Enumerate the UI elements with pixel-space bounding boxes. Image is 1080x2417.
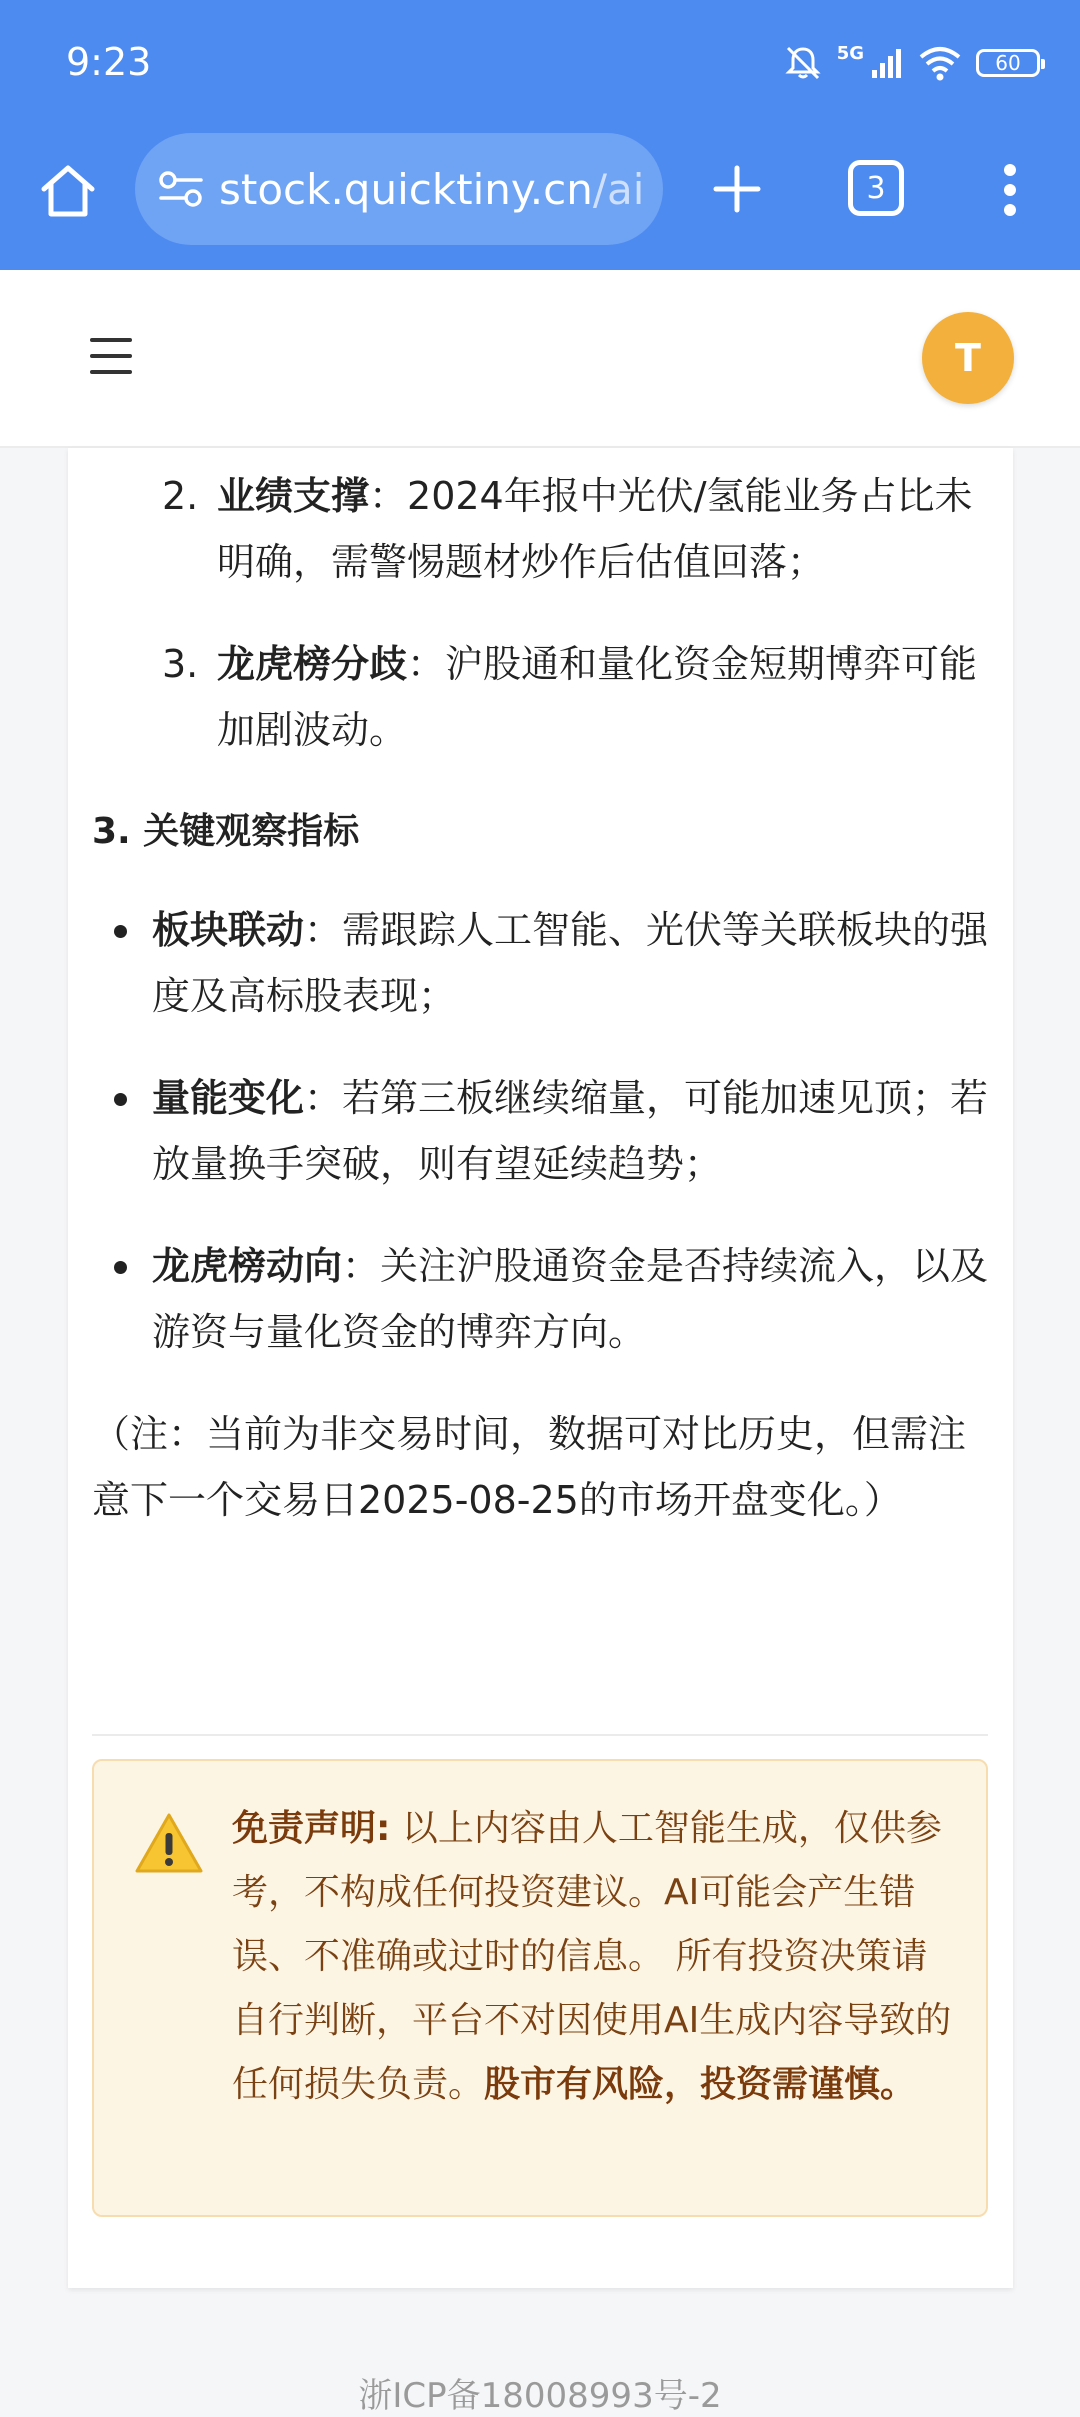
- risk-list: [92, 448, 992, 763]
- url-text[interactable]: [219, 165, 644, 214]
- more-vert-icon: [1000, 162, 1020, 218]
- tab-switcher-button[interactable]: 3: [848, 160, 904, 216]
- section-title: 3. 关键观察指标: [92, 811, 360, 852]
- avatar[interactable]: T: [922, 312, 1014, 404]
- trading-note: （注：当前为非交易时间，数据可对比历史，但需注意下一个交易日2025-08-25的市场开盘变化。）: [92, 1412, 967, 1522]
- home-icon: [39, 163, 97, 219]
- item-title: 龙虎榜动向: [152, 1244, 343, 1288]
- url-path: /ai: [592, 164, 645, 214]
- signal-icon: [870, 46, 904, 80]
- item-text: ：沪股通和量化资金短期博弈可能加剧波动。: [217, 642, 978, 752]
- item-title: 龙虎榜分歧: [217, 642, 408, 686]
- url-host: stock.quicktiny.cn: [219, 164, 593, 214]
- list-item: [92, 1233, 992, 1365]
- list-item: [92, 1065, 992, 1197]
- item-title: 板块联动: [152, 908, 305, 952]
- battery-indicator: 60: [976, 49, 1040, 77]
- icp-footer[interactable]: 浙ICP备18008993号-2: [358, 2376, 722, 2416]
- browser-chrome: [0, 0, 1080, 270]
- disclaimer-label: 免责声明:: [232, 1808, 391, 1849]
- list-item: [92, 897, 992, 1029]
- network-type: 5G: [836, 42, 864, 64]
- item-text: ：需跟踪人工智能、光伏等关联板块的强度及高标股表现；: [152, 908, 989, 1018]
- indicator-list: [92, 897, 992, 1365]
- warning-icon: [134, 1811, 204, 1875]
- item-text: ：关注沪股通资金是否持续流入，以及游资与量化资金的博弈方向。: [152, 1244, 989, 1354]
- status-icons: [783, 38, 1040, 88]
- wifi-icon: [918, 45, 962, 81]
- item-title: 业绩支撑: [217, 474, 370, 518]
- menu-icon[interactable]: [90, 338, 132, 374]
- item-title: 量能变化: [152, 1076, 305, 1120]
- status-time: 9:23: [66, 40, 152, 84]
- divider: [92, 1734, 988, 1736]
- new-tab-button[interactable]: [700, 152, 774, 226]
- plus-icon: [712, 164, 762, 214]
- disclaimer-text: [232, 1797, 952, 2117]
- home-button[interactable]: [32, 155, 104, 227]
- disclaimer-box: [92, 1759, 988, 2217]
- item-text: ：2024年报中光伏/氢能业务占比未明确，需警惕题材炒作后估值回落；: [217, 474, 973, 584]
- site-settings-icon[interactable]: [157, 169, 205, 209]
- ai-analysis-card: [68, 448, 1013, 2288]
- disclaimer-emphasis: 股市有风险，投资需谨慎。: [484, 2064, 917, 2105]
- disclaimer-body: 以上内容由人工智能生成，仅供参考，不构成任何投资建议。AI可能会产生错误、不准确或过时的信息。 所有投资决策请自行判断，平台不对因使用AI生成内容导致的任何损失负责。: [232, 1808, 952, 2105]
- mute-bell-icon: [783, 43, 823, 83]
- item-text: ：若第三板继续缩量，可能加速见顶；若放量换手突破，则有望延续趋势；: [152, 1076, 989, 1186]
- list-item: 2. 业绩支撑：2024年报中光伏/氢能业务占比未明确，需警惕题材炒作后估值回落；: [162, 474, 973, 584]
- analysis-content: [92, 448, 992, 1533]
- address-bar[interactable]: [135, 133, 663, 245]
- app-header: [0, 270, 1080, 448]
- browser-menu-button[interactable]: [990, 150, 1030, 230]
- list-item: 3. 龙虎榜分歧：沪股通和量化资金短期博弈可能加剧波动。: [162, 642, 978, 752]
